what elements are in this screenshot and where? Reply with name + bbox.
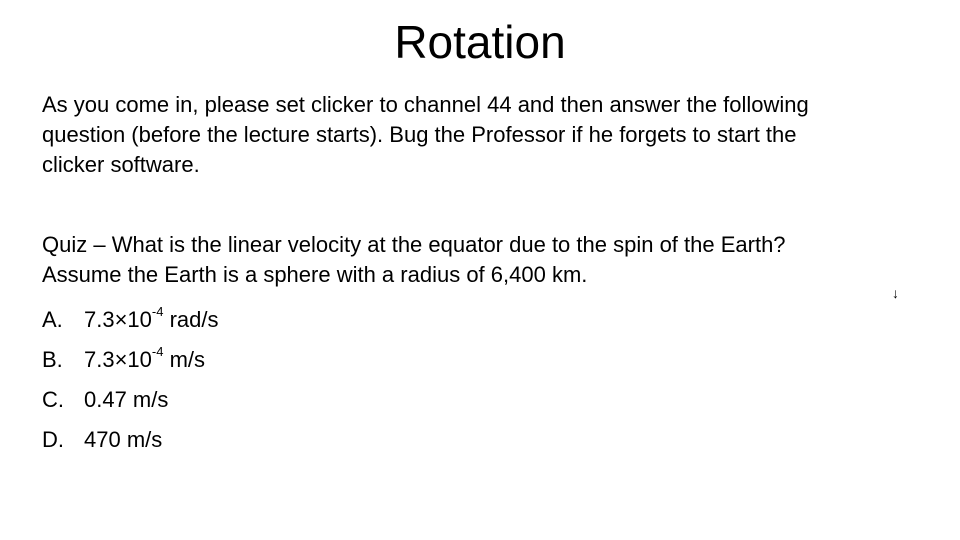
option-exponent: -4	[151, 303, 164, 319]
quiz-question: Quiz – What is the linear velocity at the equator due to the spin of the Earth? Assume the Earth is a sphere with a radius of 6,400 km.	[42, 232, 786, 287]
option-text	[84, 300, 219, 340]
answer-option-a[interactable]	[42, 300, 862, 340]
option-letter: A.	[42, 307, 63, 332]
answer-options	[42, 300, 862, 460]
option-exponent: -4	[151, 343, 164, 359]
option-text	[84, 340, 205, 380]
answer-option-b[interactable]	[42, 340, 862, 380]
option-text: 470 m/s	[84, 427, 163, 452]
option-base: 7.3×10	[84, 347, 152, 372]
arrow-down-icon: ↓	[892, 285, 899, 301]
option-base: 7.3×10	[84, 307, 152, 332]
quiz-block	[42, 230, 862, 460]
option-text: 0.47 m/s	[84, 387, 169, 412]
answer-option-c[interactable]	[42, 380, 862, 420]
slide-title: Rotation	[394, 16, 566, 68]
option-unit: m/s	[163, 347, 206, 372]
option-letter: B.	[42, 347, 63, 372]
intro-text: As you come in, please set clicker to channel 44 and then answer the following question (before the lecture starts). Bug the Professor if he forgets to start the clicker software.	[42, 92, 809, 177]
answer-option-d[interactable]	[42, 420, 862, 460]
option-unit: rad/s	[163, 307, 219, 332]
option-letter: D.	[42, 427, 64, 452]
option-letter: C.	[42, 387, 64, 412]
